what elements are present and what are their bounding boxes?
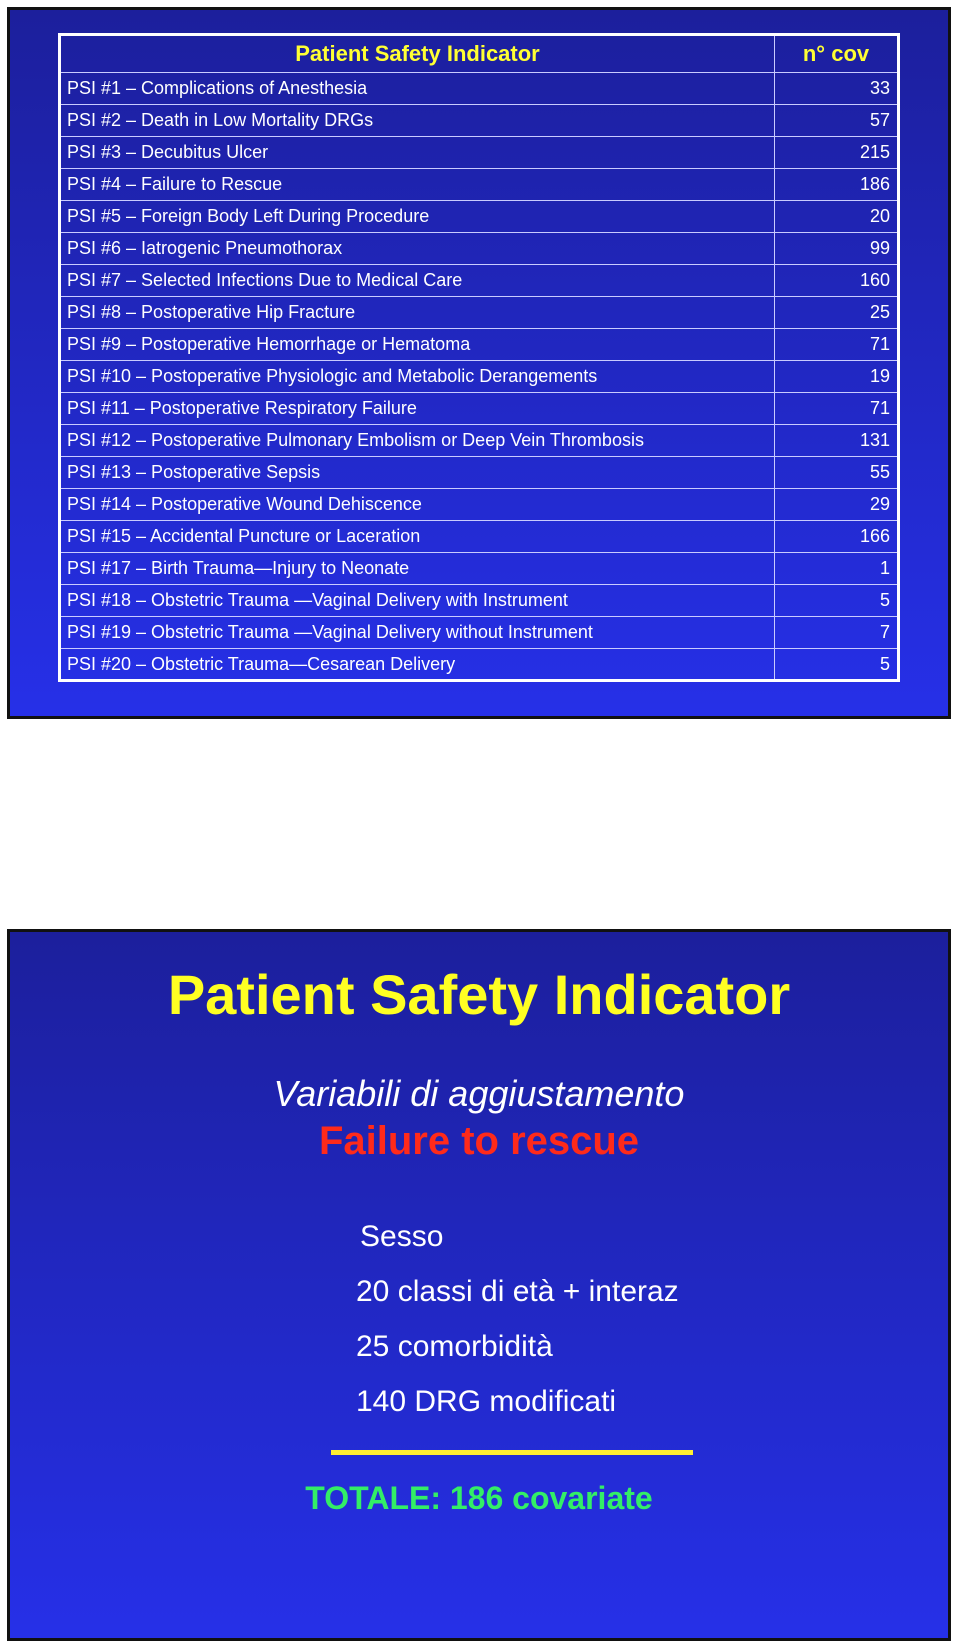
slide-variables: [7, 929, 951, 1641]
indicator-name-cell: PSI #13 – Postoperative Sepsis: [60, 457, 775, 489]
indicator-name-cell: PSI #11 – Postoperative Respiratory Failure: [60, 393, 775, 425]
indicator-name-cell: PSI #7 – Selected Infections Due to Medical Care: [60, 265, 775, 297]
table-row: [60, 649, 899, 681]
indicator-name-cell: PSI #1 – Complications of Anesthesia: [60, 73, 775, 105]
covariate-count-cell: 1: [775, 553, 899, 585]
table-row: [60, 393, 899, 425]
indicator-name-cell: PSI #5 – Foreign Body Left During Procedure: [60, 201, 775, 233]
covariate-count-cell: 131: [775, 425, 899, 457]
table-row: [60, 169, 899, 201]
indicator-name-cell: PSI #19 – Obstetric Trauma —Vaginal Delivery without Instrument: [60, 617, 775, 649]
indicator-name-cell: PSI #4 – Failure to Rescue: [60, 169, 775, 201]
covariate-count-cell: 20: [775, 201, 899, 233]
table-row: [60, 233, 899, 265]
list-item-age-classes: 20 classi di età + interaz: [356, 1275, 679, 1308]
table-row: [60, 105, 899, 137]
highlight-heading: Failure to rescue: [318, 1119, 640, 1163]
indicator-name-cell: PSI #6 – Iatrogenic Pneumothorax: [60, 233, 775, 265]
list-item-sex: Sesso: [360, 1220, 444, 1253]
table-row: [60, 361, 899, 393]
slide-title: Patient Safety Indicator: [167, 963, 791, 1026]
covariate-count-cell: 5: [775, 585, 899, 617]
covariate-count-cell: 19: [775, 361, 899, 393]
total-covariates: TOTALE: 186 covariate: [305, 1480, 653, 1516]
indicator-name-cell: PSI #20 – Obstetric Trauma—Cesarean Delivery: [60, 649, 775, 681]
indicator-name-cell: PSI #10 – Postoperative Physiologic and Metabolic Derangements: [60, 361, 775, 393]
indicator-name-cell: PSI #3 – Decubitus Ulcer: [60, 137, 775, 169]
indicator-name-cell: PSI #9 – Postoperative Hemorrhage or Hematoma: [60, 329, 775, 361]
covariate-count-cell: 71: [775, 329, 899, 361]
indicator-name-cell: PSI #2 – Death in Low Mortality DRGs: [60, 105, 775, 137]
covariate-count-cell: 71: [775, 393, 899, 425]
list-item-comorbidities: 25 comorbidità: [356, 1330, 553, 1363]
table-row: [60, 297, 899, 329]
table-row: [60, 329, 899, 361]
table-row: [60, 425, 899, 457]
table-row: [60, 137, 899, 169]
covariate-count-cell: 166: [775, 521, 899, 553]
table-row: [60, 73, 899, 105]
covariate-count-cell: 7: [775, 617, 899, 649]
covariate-count-cell: 55: [775, 457, 899, 489]
covariate-count-cell: 29: [775, 489, 899, 521]
indicator-name-cell: PSI #18 – Obstetric Trauma —Vaginal Delivery with Instrument: [60, 585, 775, 617]
psi-table: [58, 33, 900, 682]
list-item-drg: 140 DRG modificati: [356, 1385, 617, 1418]
table-row: [60, 201, 899, 233]
covariate-count-cell: 160: [775, 265, 899, 297]
table-row: [60, 617, 899, 649]
table-row: [60, 489, 899, 521]
indicator-name-cell: PSI #17 – Birth Trauma—Injury to Neonate: [60, 553, 775, 585]
slide-psi-table: [7, 7, 951, 719]
column-header-indicator: Patient Safety Indicator: [60, 35, 775, 73]
covariate-count-cell: 25: [775, 297, 899, 329]
covariate-count-cell: 99: [775, 233, 899, 265]
covariate-count-cell: 33: [775, 73, 899, 105]
indicator-name-cell: PSI #14 – Postoperative Wound Dehiscence: [60, 489, 775, 521]
covariate-count-cell: 186: [775, 169, 899, 201]
covariate-count-cell: 5: [775, 649, 899, 681]
indicator-name-cell: PSI #8 – Postoperative Hip Fracture: [60, 297, 775, 329]
table-row: [60, 553, 899, 585]
table-row: [60, 265, 899, 297]
indicator-name-cell: PSI #12 – Postoperative Pulmonary Embolism or Deep Vein Thrombosis: [60, 425, 775, 457]
table-row: [60, 585, 899, 617]
indicator-name-cell: PSI #15 – Accidental Puncture or Laceration: [60, 521, 775, 553]
covariate-count-cell: 57: [775, 105, 899, 137]
slide-subtitle: Variabili di aggiustamento: [273, 1073, 685, 1114]
table-row: [60, 521, 899, 553]
divider-line: [331, 1450, 693, 1455]
table-row: [60, 457, 899, 489]
table-header-row: [60, 35, 899, 73]
table-body: [60, 73, 899, 681]
column-header-count: n° cov: [775, 35, 899, 73]
covariate-count-cell: 215: [775, 137, 899, 169]
